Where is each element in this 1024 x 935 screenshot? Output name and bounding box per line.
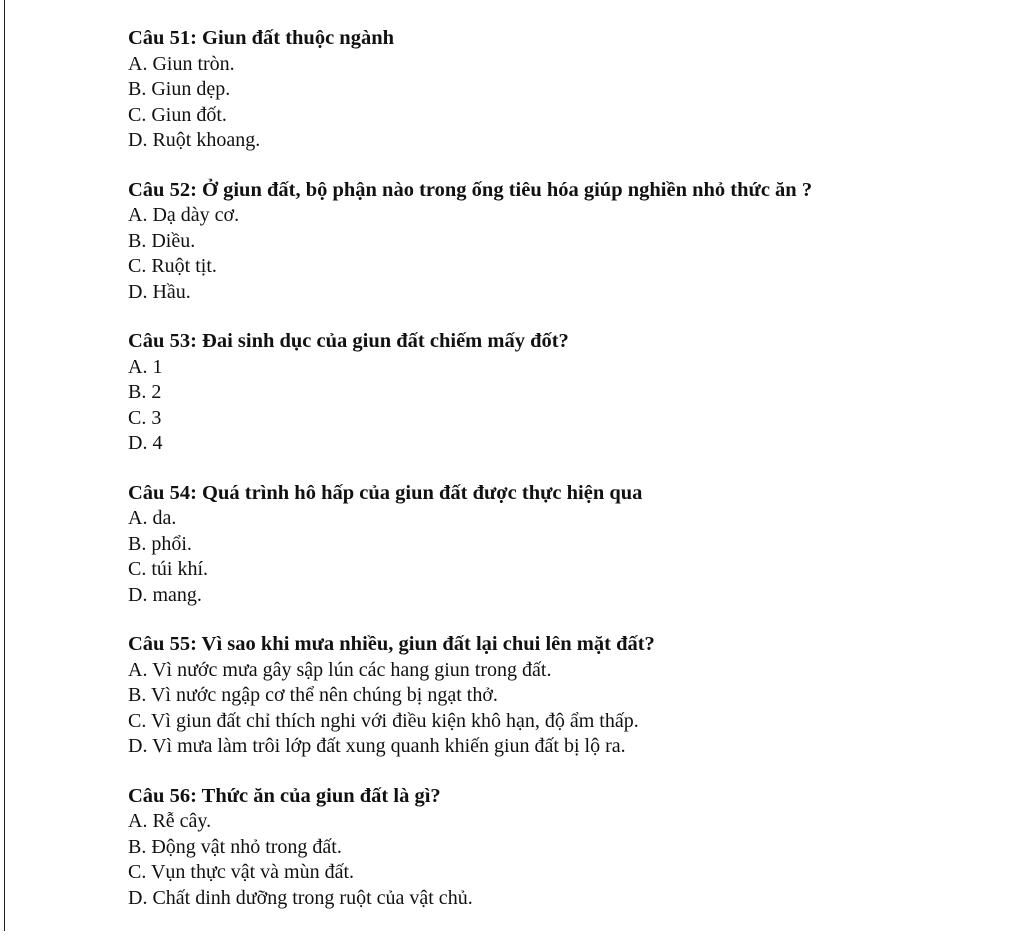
question-title: Câu 54: Quá trình hô hấp của giun đất được thực hiện qua bbox=[128, 481, 643, 504]
answer-option-b: B. 2 bbox=[128, 381, 162, 403]
question-54 bbox=[128, 481, 1008, 609]
answer-option-a: A. Rễ cây. bbox=[128, 810, 212, 832]
answer-option-a: A. Dạ dày cơ. bbox=[128, 204, 240, 226]
question-title: Câu 51: Giun đất thuộc ngành bbox=[128, 27, 395, 49]
answer-option-c: C. túi khí. bbox=[128, 558, 209, 580]
question-title: Câu 53: Đai sinh dục của giun đất chiếm mấy đốt? bbox=[128, 330, 569, 352]
answer-option-c: C. Vụn thực vật và mùn đất. bbox=[128, 861, 354, 883]
answer-option-b: B. Vì nước ngập cơ thể nên chúng bị ngạt thở. bbox=[128, 684, 498, 706]
answer-option-b: B. Động vật nhỏ trong đất. bbox=[128, 835, 342, 858]
answer-option-c: C. Vì giun đất chỉ thích nghi với điều kiện khô hạn, độ ẩm thấp. bbox=[128, 709, 639, 732]
question-51 bbox=[128, 26, 1008, 154]
answer-option-d: D. Ruột khoang. bbox=[128, 129, 261, 151]
answer-option-a: A. da. bbox=[128, 507, 177, 529]
question-56 bbox=[128, 784, 1008, 912]
answer-option-c: C. 3 bbox=[128, 406, 162, 429]
answer-option-a: A. 1 bbox=[128, 355, 163, 378]
question-55 bbox=[128, 632, 1008, 760]
page-left-border bbox=[4, 0, 5, 931]
question-53 bbox=[128, 329, 1008, 457]
answer-option-c: C. Giun đốt. bbox=[128, 103, 227, 126]
answer-option-b: B. Diều. bbox=[128, 229, 196, 252]
answer-option-d: D. Hầu. bbox=[128, 280, 191, 303]
answer-option-a: A. Vì nước mưa gây sập lún các hang giun trong đất. bbox=[128, 658, 552, 681]
answer-option-b: B. Giun dẹp. bbox=[128, 78, 231, 100]
quiz-document bbox=[128, 26, 1008, 935]
answer-option-c: C. Ruột tịt. bbox=[128, 255, 217, 277]
question-52 bbox=[128, 178, 1008, 306]
answer-option-b: B. phổi. bbox=[128, 532, 192, 555]
answer-option-a: A. Giun tròn. bbox=[128, 52, 235, 75]
question-title: Câu 55: Vì sao khi mưa nhiều, giun đất lại chui lên mặt đất? bbox=[128, 633, 655, 655]
answer-option-d: D. Chất dinh dưỡng trong ruột của vật chủ. bbox=[128, 886, 473, 909]
answer-option-d: D. mang. bbox=[128, 583, 202, 606]
question-title: Câu 52: Ở giun đất, bộ phận nào trong ống tiêu hóa giúp nghiền nhỏ thức ăn ? bbox=[128, 178, 813, 201]
question-title: Câu 56: Thức ăn của giun đất là gì? bbox=[128, 784, 441, 807]
answer-option-d: D. 4 bbox=[128, 432, 163, 454]
answer-option-d: D. Vì mưa làm trôi lớp đất xung quanh khiến giun đất bị lộ ra. bbox=[128, 735, 626, 757]
